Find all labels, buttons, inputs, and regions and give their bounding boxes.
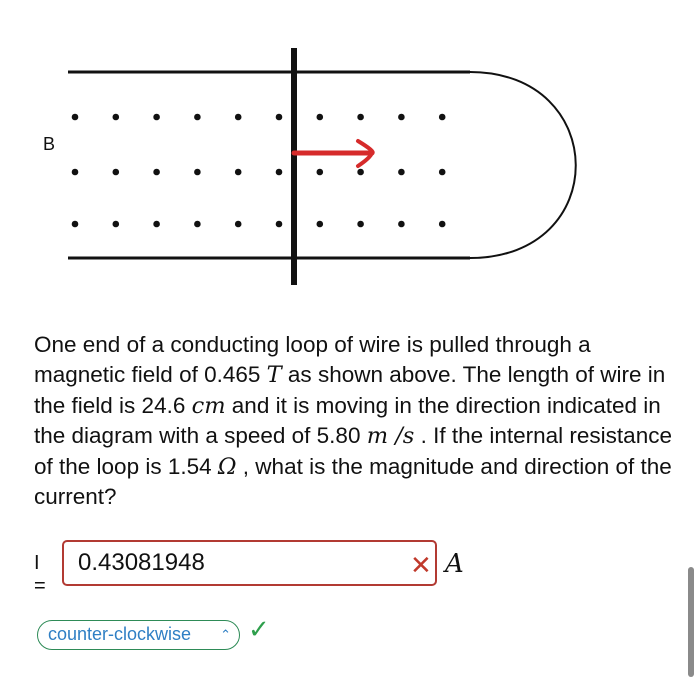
scrollbar[interactable]	[688, 567, 694, 677]
resistance-unit: Ω	[217, 453, 237, 480]
question-part-4: . If the internal resistance of the loop is 1.54	[34, 423, 672, 479]
field-dot	[72, 114, 79, 121]
field-dot	[72, 169, 79, 176]
field-dot	[113, 169, 120, 176]
field-dot	[235, 221, 242, 228]
field-dot	[72, 221, 79, 228]
field-label: B	[43, 134, 56, 154]
field-dot	[276, 169, 283, 176]
field-dot	[357, 221, 364, 228]
field-dot	[235, 169, 242, 176]
field-dot	[317, 114, 324, 121]
correct-check-icon: ✓	[248, 614, 270, 644]
select-arrows-icon: ⌃	[220, 627, 231, 642]
field-dot	[398, 221, 405, 228]
field-dot	[194, 221, 201, 228]
field-dot	[439, 114, 446, 121]
incorrect-x-icon: ✕	[410, 550, 432, 580]
field-dot	[357, 169, 364, 176]
field-dot	[398, 169, 405, 176]
field-dot	[357, 114, 364, 121]
direction-selected-value: counter-clockwise	[48, 624, 192, 644]
current-label: I =	[34, 552, 46, 597]
field-dot	[276, 221, 283, 228]
field-dot	[398, 114, 405, 121]
question-part-1: One end of a conducting loop of wire is pulled through a magnetic field of 0.465	[34, 332, 591, 388]
speed-unit: m /s	[366, 423, 415, 450]
current-answer-input[interactable]	[62, 540, 437, 586]
field-unit: T	[266, 362, 282, 389]
field-dot	[194, 114, 201, 121]
field-dot	[194, 169, 201, 176]
field-dot	[153, 221, 160, 228]
field-dots	[72, 114, 446, 228]
field-dot	[235, 114, 242, 121]
field-dot	[317, 221, 324, 228]
field-dot	[439, 169, 446, 176]
question-part-3: and it is moving in the direction indicated in the diagram with a speed of 5.80	[34, 392, 661, 449]
loop-end-curve	[470, 72, 576, 258]
magnetic-field-diagram	[0, 0, 700, 300]
field-dot	[276, 114, 283, 121]
field-dot	[113, 221, 120, 228]
velocity-arrow	[294, 141, 373, 166]
field-dot	[153, 114, 160, 121]
field-dot	[153, 169, 160, 176]
field-dot	[317, 169, 324, 176]
current-unit: A	[445, 549, 464, 579]
question-text	[34, 330, 674, 512]
direction-select[interactable]	[37, 620, 240, 650]
question-part-5: , what is the magnitude and direction of the current?	[34, 453, 672, 510]
field-dot	[439, 221, 446, 228]
length-unit: cm	[191, 392, 226, 419]
question-part-2: as shown above. The length of wire in the field is 24.6	[34, 362, 666, 418]
field-dot	[113, 114, 120, 121]
